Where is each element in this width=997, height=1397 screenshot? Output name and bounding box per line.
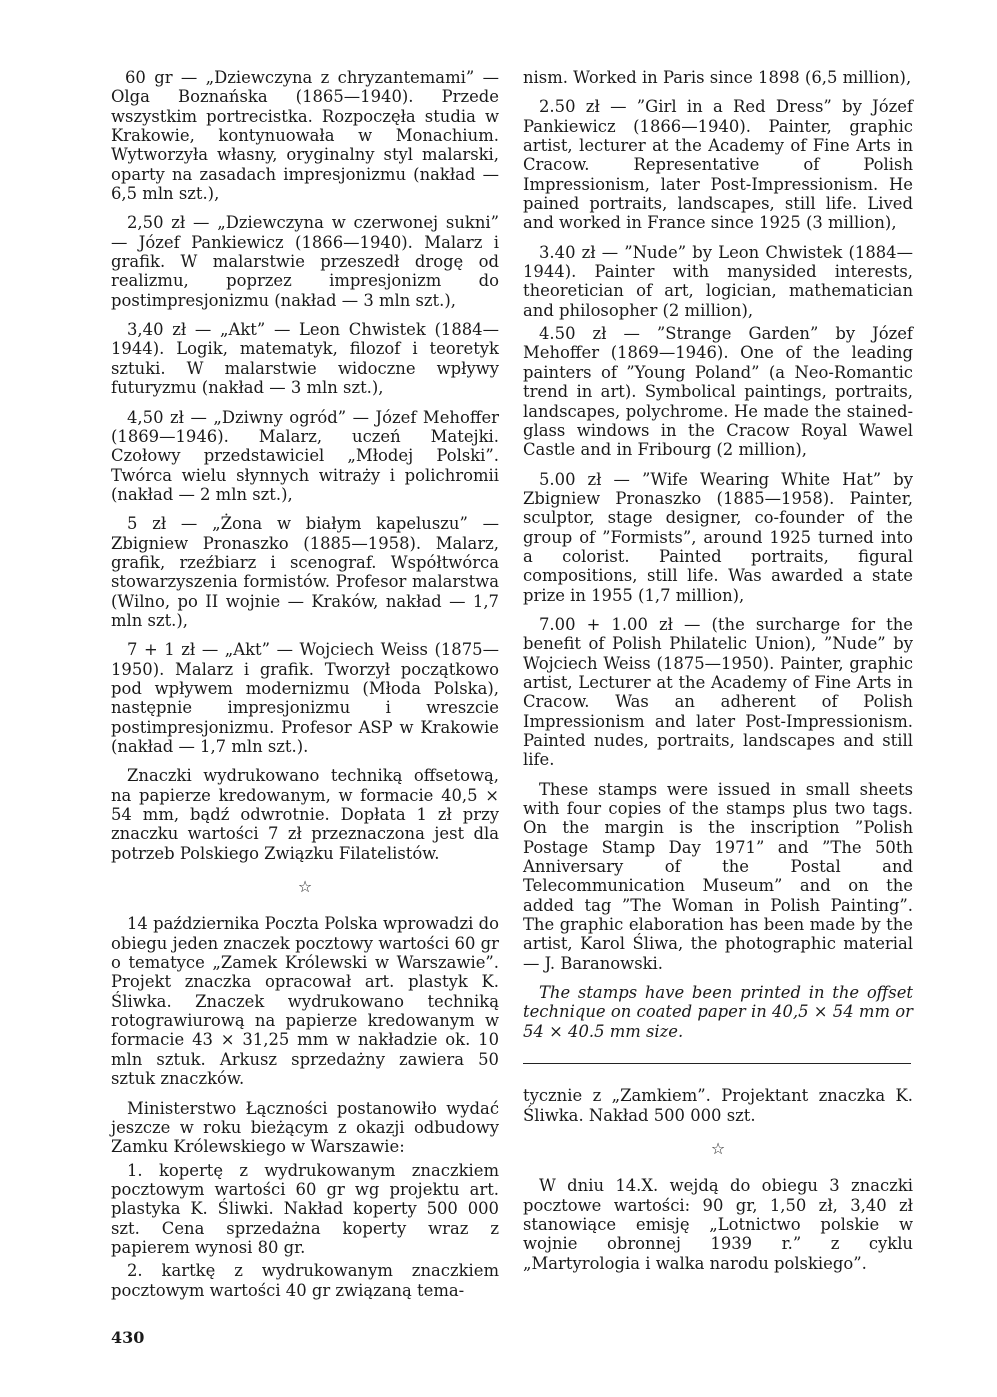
paragraph-boznanska-pl: 60 gr — „Dziewczyna z chryzantemami” — Olga Boznańska (1865—1940). Przede wszystkim portrecistka. Rozpoczęła studia w Krakowie, kontynuowała w Monachium. Wytworzyła własny, oryginalny styl malarski, oparty na zasadach impresjonizmu (nakład — 6,5 mln szt.), (111, 68, 499, 204)
paragraph-pronaszko-en: 5.00 zł — ”Wife Wearing White Hat” by Zbigniew Pronaszko (1885—1958). Painter, sculptor, stage designer, co-founder of the group of ”Formists”, around 1925 turned into a colorist. Painted portraits, figural compositions, still life. Was awarded a state prize in 1955 (1,7 million), (523, 469, 913, 605)
paragraph-pankiewicz-pl: 2,50 zł — „Dziewczyna w czerwonej sukni” — Józef Pankiewicz (1866—1940). Malarz i grafik. W malarstwie przeszedł drogę od realizmu, poprzez impresjonizm do postimpresjonizmu (nakład — 3 mln szt.), (111, 213, 499, 310)
paragraph-postcard-continued: tycznie z „Zamkiem”. Projektant znaczka K. Śliwka. Nakład 500 000 szt. (523, 1086, 913, 1125)
paragraph-boznanska-en: nism. Worked in Paris since 1898 (6,5 million), (523, 68, 912, 87)
left-column (111, 68, 499, 1310)
paragraph-aviation-stamps: W dniu 14.X. wejdą do obiegu 3 znaczki pocztowe wartości: 90 gr, 1,50 zł, 3,40 zł stanowiące emisję „Lotnictwo polskie w wojnie obronnej 1939 r.” z cyklu „Martyrologia i walka narodu polskiego”. (523, 1176, 913, 1273)
paragraph-sheets-en: These stamps were issued in small sheets with four copies of the stamps plus two tags. On the margin is the inscription ”Polish Postage Stamp Day 1971” and ”The 50th Anniversary of the Postal and Telecommunication Museum” and on the added tag ”The Woman in Polish Painting”. The graphic elaboration has been made by the artist, Karol Śliwa, the photographic material — J. Baranowski. (523, 779, 913, 973)
paragraph-weiss-en: 7.00 + 1.00 zł — (the surcharge for the benefit of Polish Philatelic Union), ”Nude” by Wojciech Weiss (1875—1950). Painter, graphic artist, Lecturer at the Academy of Fine Arts in Cracow. Was an adherent of Polish Impressionism and later Post-Impressionism. Painted nudes, portraits, landscapes and still life. (523, 614, 913, 770)
paragraph-postcard: 2. kartkę z wydrukowanym znaczkiem pocztowym wartości 40 gr związaną tema- (111, 1261, 499, 1300)
paragraph-print-technique-pl: Znaczki wydrukowano techniką offsetową, na papierze kredowanym, w formacie 40,5 × 54 mm, bądź odwrotnie. Dopłata 1 zł przy znaczku wartości 7 zł przeznaczona jest dla potrzeb Polskiego Związku Filatelistów. (111, 766, 499, 863)
paragraph-pronaszko-pl: 5 zł — „Żona w białym kapeluszu” — Zbigniew Pronaszko (1885—1958). Malarz, grafik, rzeźbiarz i scenograf. Współtwórca stowarzyszenia formistów. Profesor malarstwa (Wilno, po II wojnie — Kraków, nakład — 1,7 mln szt.), (111, 514, 499, 630)
paragraph-chwistek-pl: 3,40 zł — „Akt” — Leon Chwistek (1884—1944). Logik, matematyk, filozof i teoretyk sztuki. W malarstwie widoczne wpływy futuryzmu (nakład — 3 mln szt.), (111, 320, 499, 398)
paragraph-mehoffer-en: 4.50 zł — ”Strange Garden” by Józef Mehoffer (1869—1946). One of the leading painters of ”Young Poland” (a Neo-Romantic trend in art). Symbolical paintings, portraits, landscapes, polychrome. He made the stained-glass windows in the Cracow Royal Wawel Castle and in Fribourg (2 million), (523, 324, 913, 460)
paragraph-print-technique-en: The stamps have been printed in the offset technique on coated paper in 40,5 × 54 mm or 54 × 40.5 mm size. (523, 983, 913, 1041)
paragraph-envelope: 1. kopertę z wydrukowanym znaczkiem pocztowym wartości 60 gr wg projektu art. plastyka K. Śliwki. Nakład koperty 500 000 szt. Cena sprzedażna koperty wraz z papierem wynosi 80 gr. (111, 1160, 499, 1257)
paragraph-mehoffer-pl: 4,50 zł — „Dziwny ogród” — Józef Mehoffer (1869—1946). Malarz, uczeń Matejki. Czołowy przedstawiciel „Młodej Polski”. Twórca wielu słynnych witraży i polichromii (nakład — 2 mln szt.), (111, 407, 499, 504)
section-divider (523, 1063, 911, 1064)
paragraph-ministry: Ministerstwo Łączności postanowiło wydać jeszcze w roku bieżącym z okazji odbudowy Zamku Królewskiego w Warszawie: (111, 1098, 499, 1157)
paragraph-chwistek-en: 3.40 zł — ”Nude” by Leon Chwistek (1884—1944). Painter with manysided interests, theoretician of art, logician, mathematician and philosopher (2 million), (523, 242, 913, 320)
right-column (523, 68, 913, 1283)
star-separator-icon: ☆ (710, 1138, 726, 1158)
star-separator-icon: ☆ (297, 877, 313, 897)
page-number: 430 (111, 1328, 145, 1347)
paragraph-castle-stamp: 14 października Poczta Polska wprowadzi do obiegu jeden znaczek pocztowy wartości 60 gr o tematyce „Zamek Królewski w Warszawie”. Projekt znaczka opracował art. plastyk K. Śliwka. Znaczek wydrukowano techniką rotograwiurową na papierze kredowanym w formacie 43 × 31,25 mm w nakładzie ok. 10 mln sztuk. Arkusz sprzedażny zawiera 50 sztuk znaczków. (111, 914, 499, 1089)
paragraph-weiss-pl: 7 + 1 zł — „Akt” — Wojciech Weiss (1875—1950). Malarz i grafik. Tworzył początkowo pod wpływem modernizmu (Młoda Polska), następnie impresjonizmu i wreszcie postimpresjonizmu. Profesor ASP w Krakowie (nakład — 1,7 mln szt.). (111, 640, 499, 756)
paragraph-pankiewicz-en: 2.50 zł — ”Girl in a Red Dress” by Józef Pankiewicz (1866—1940). Painter, graphic artist, lecturer at the Academy of Fine Arts in Cracow. Representative of Polish Impressionism, later Post-Impressionism. He pained portraits, landscapes, still life. Lived and worked in France since 1925 (3 million), (523, 97, 913, 233)
